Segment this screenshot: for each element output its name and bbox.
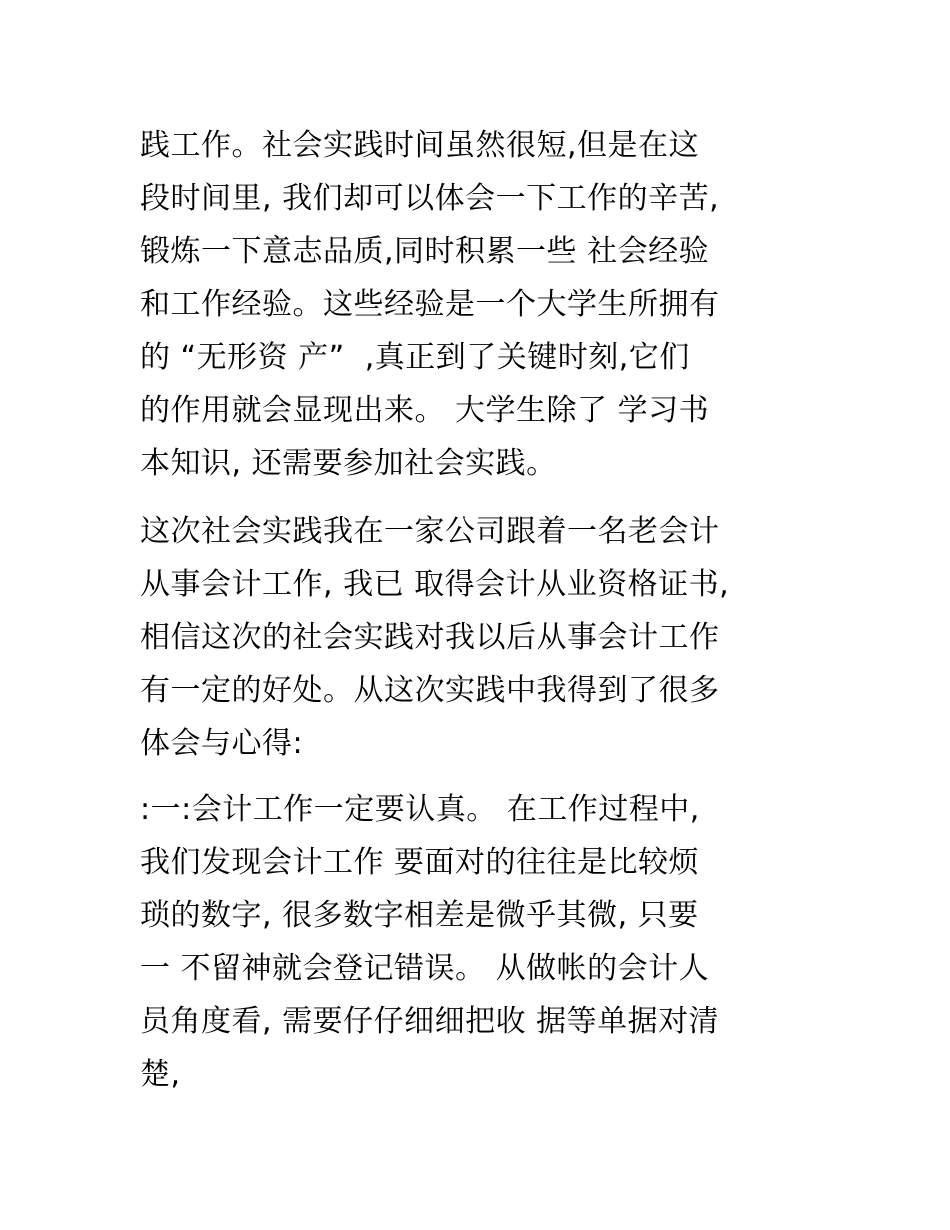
text-line: 相信这次的社会实践对我以后从事会计工作 — [140, 620, 720, 655]
text-line: 和工作经验。这些经验是一个大学生所拥有 — [140, 287, 720, 322]
text-line: 段时间里, 我们却可以体会一下工作的辛苦, — [140, 181, 720, 216]
text-line: 我们发现会计工作 要面对的往往是比较烦 — [140, 845, 700, 880]
text-line: 本知识, 还需要参加社会实践。 — [140, 446, 557, 481]
text-line: :一:会计工作一定要认真。 在工作过程中, — [140, 792, 700, 827]
text-line: 体会与心得: — [140, 726, 304, 761]
paragraph-practice-intro — [140, 119, 830, 490]
text-line: 楚, — [140, 1057, 181, 1092]
text-line: 琐的数字, 很多数字相差是微乎其微, 只要 — [140, 898, 699, 933]
text-line: 践工作。社会实践时间虽然很短,但是在这 — [140, 128, 700, 163]
text-line: 员角度看, 需要仔仔细细把收 据等单据对清 — [140, 1004, 720, 1039]
paragraph-be-careful — [140, 783, 830, 1101]
paragraph-accounting-work — [140, 505, 830, 770]
text-line: 这次社会实践我在一家公司跟着一名老会计 — [140, 514, 720, 549]
text-line: 有一定的好处。从这次实践中我得到了很多 — [140, 673, 720, 708]
text-line: 的作用就会显现出来。 大学生除了 学习书 — [140, 393, 710, 428]
text-line: 锻炼一下意志品质,同时积累一些 社会经验 — [140, 234, 710, 269]
text-line: 的 “无形资 产” ,真正到了关键时刻,它们 — [140, 340, 690, 375]
text-line: 一 不留神就会登记错误。 从做帐的会计人 — [140, 951, 710, 986]
text-line: 从事会计工作, 我已 取得会计从业资格证书, — [140, 567, 730, 602]
